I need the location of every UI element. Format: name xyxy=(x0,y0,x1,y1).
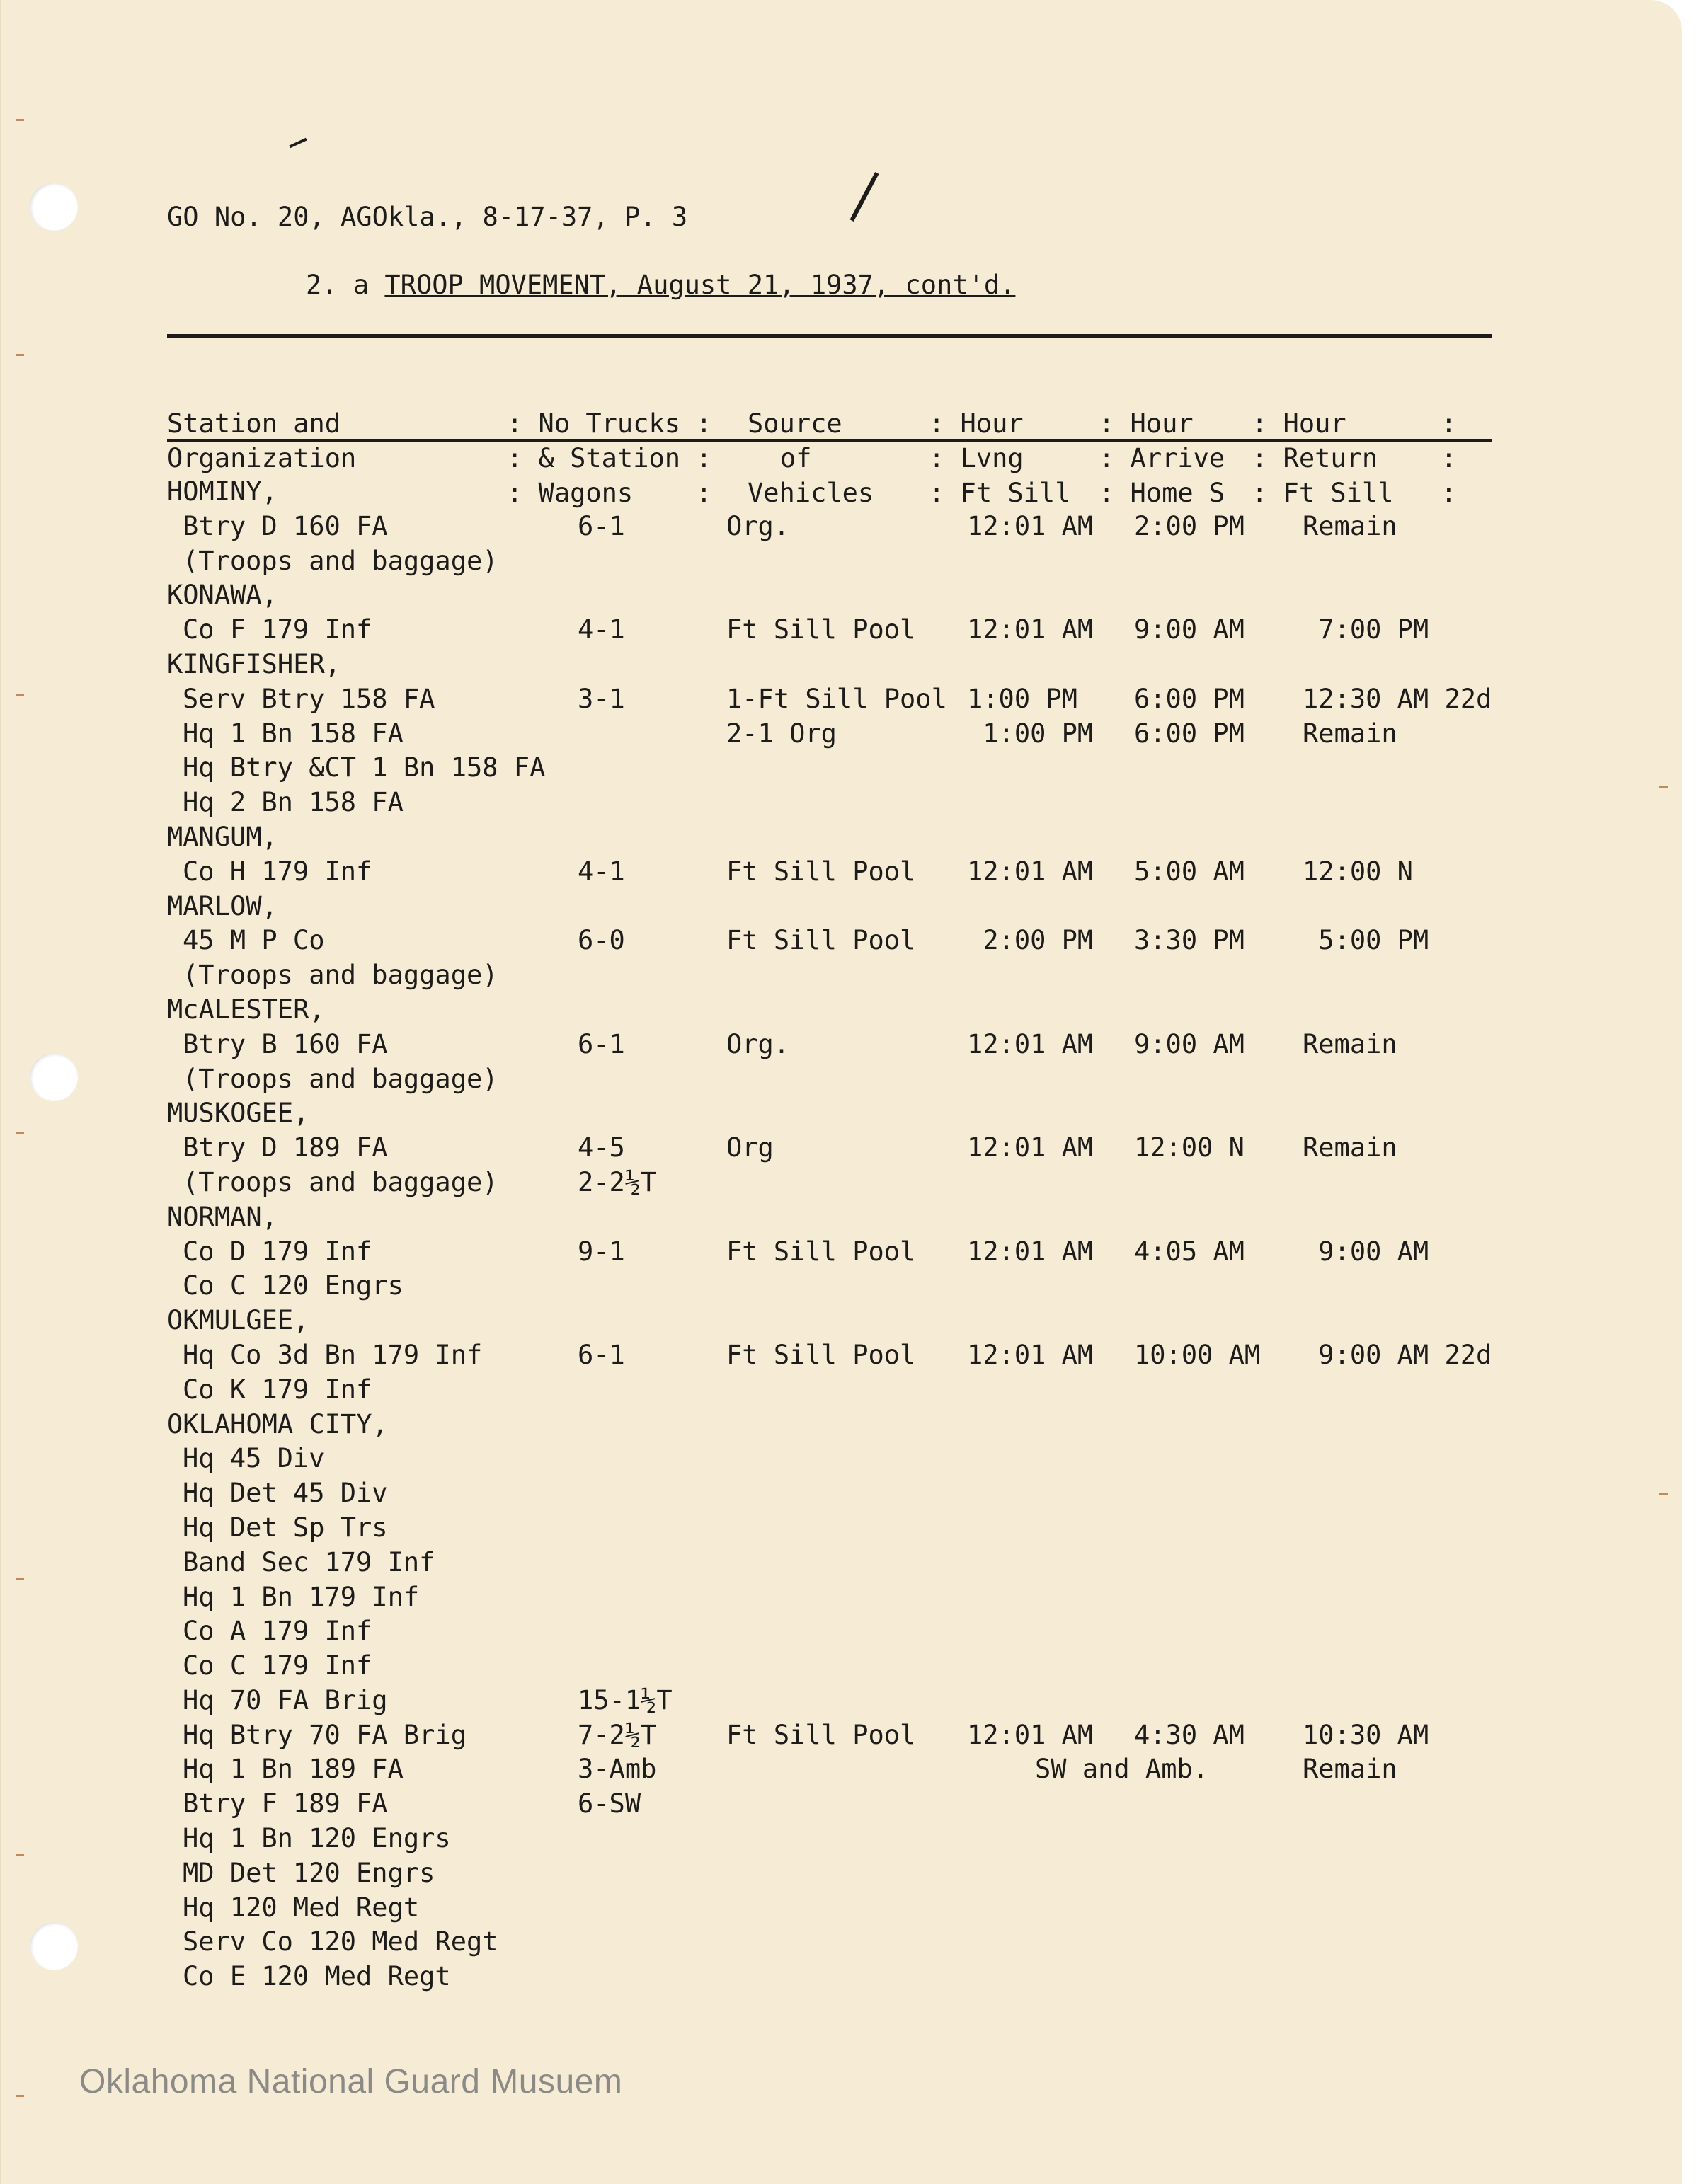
table-row xyxy=(167,1580,1498,1614)
cell-arrive: 4:30 AM xyxy=(1134,1719,1245,1750)
cell-org: Hq Btry 70 FA Brig xyxy=(183,1719,467,1750)
table-row xyxy=(167,1648,1498,1683)
cell-org: Band Sec 179 Inf xyxy=(183,1546,435,1577)
cell-return: 5:00 PM xyxy=(1303,925,1429,956)
cell-arrive: 10:00 AM xyxy=(1134,1339,1261,1370)
cell-trucks: 6-SW xyxy=(578,1788,641,1820)
table-row xyxy=(167,1510,1498,1545)
cell-leave: 1:00 PM xyxy=(967,683,1077,714)
cell-return: 12:30 AM 22d xyxy=(1303,683,1492,714)
table-row xyxy=(167,1476,1498,1510)
cell-org: MUSKOGEE, xyxy=(167,1098,309,1129)
binder-hole xyxy=(30,1922,78,1970)
cell-source: Ft Sill Pool xyxy=(726,925,916,956)
table-row xyxy=(167,1959,1498,1994)
table-row xyxy=(167,612,1498,647)
station-heading-row xyxy=(167,647,1498,682)
cell-org: MANGUM, xyxy=(167,821,278,852)
station-heading-row xyxy=(167,1200,1498,1234)
cell-return: Remain xyxy=(1303,718,1397,749)
table-row xyxy=(167,1165,1498,1200)
cell-org: (Troops and baggage) xyxy=(183,1063,498,1094)
col-header-arrive: : Hour : Arrive : Home S xyxy=(1099,408,1225,508)
cell-leave: 12:01 AM xyxy=(967,1028,1094,1059)
cell-arrive: 6:00 PM xyxy=(1134,683,1245,714)
table-row xyxy=(167,1062,1498,1096)
cell-source: Org xyxy=(726,1132,774,1163)
cell-org: Hq Det Sp Trs xyxy=(183,1512,388,1543)
cell-trucks: 6-1 xyxy=(578,510,625,541)
cell-org: OKMULGEE, xyxy=(167,1305,309,1336)
cell-arrive: 12:00 N xyxy=(1134,1132,1245,1163)
cell-org: Hq 2 Bn 158 FA xyxy=(183,787,404,818)
cell-leave: 12:01 AM xyxy=(967,1132,1094,1163)
station-heading-row xyxy=(167,1407,1498,1442)
movement-table xyxy=(167,474,1498,1994)
cell-arrive: 3:30 PM xyxy=(1134,925,1245,956)
table-row xyxy=(167,1718,1498,1752)
cell-leave: 12:01 AM xyxy=(967,1719,1094,1750)
cell-arrive: 2:00 PM xyxy=(1134,510,1245,541)
cell-trucks: 9-1 xyxy=(578,1236,625,1267)
col-header-source: Source of Vehicles xyxy=(748,408,874,508)
cell-org: Hq 120 Med Regt xyxy=(183,1892,420,1923)
cell-trucks: 3-Amb xyxy=(578,1754,657,1785)
table-row xyxy=(167,750,1498,785)
table-row xyxy=(167,1821,1498,1856)
watermark: Oklahoma National Guard Musuem xyxy=(79,2063,623,2100)
cell-org: Co E 120 Med Regt xyxy=(183,1961,451,1992)
cell-trucks: 4-5 xyxy=(578,1132,625,1163)
cell-org: McALESTER, xyxy=(167,994,325,1025)
col-header-trucks: : No Trucks : : & Station : : Wagons : xyxy=(507,408,712,508)
col-header-station: Station and Organization xyxy=(167,408,357,473)
col-header-return: : Hour : : Return : : Ft Sill : xyxy=(1252,408,1457,508)
ink-mark xyxy=(289,138,307,149)
station-heading-row xyxy=(167,889,1498,924)
cell-leave: 1:00 PM xyxy=(967,718,1094,749)
cell-org: (Troops and baggage) xyxy=(183,960,498,991)
cell-leave: 12:01 AM xyxy=(967,1236,1094,1267)
table-row xyxy=(167,1338,1498,1372)
cell-org: HOMINY, xyxy=(167,476,278,507)
cell-org: NORMAN, xyxy=(167,1201,278,1232)
table-row xyxy=(167,544,1498,578)
cell-org: Hq 1 Bn 179 Inf xyxy=(183,1581,420,1612)
cell-source: Ft Sill Pool xyxy=(726,1719,916,1750)
cell-return: Remain xyxy=(1303,1754,1397,1785)
cell-arrive: 9:00 AM xyxy=(1134,1028,1245,1059)
cell-org: Hq 1 Bn 120 Engrs xyxy=(183,1823,451,1854)
table-row xyxy=(167,1856,1498,1890)
table-row xyxy=(167,1614,1498,1648)
cell-org: Co K 179 Inf xyxy=(183,1374,372,1405)
station-heading-row xyxy=(167,820,1498,854)
station-heading-row xyxy=(167,1096,1498,1130)
table-row xyxy=(167,1372,1498,1407)
cell-org: Co C 179 Inf xyxy=(183,1650,372,1682)
table-row xyxy=(167,854,1498,889)
table-row xyxy=(167,1027,1498,1062)
cell-arrive: 5:00 AM xyxy=(1134,856,1245,887)
cell-org: Btry D 189 FA xyxy=(183,1132,388,1163)
cell-source: Ft Sill Pool xyxy=(726,856,916,887)
cell-org: Co F 179 Inf xyxy=(183,614,372,645)
cell-return: 12:00 N xyxy=(1303,856,1413,887)
cell-leave: 12:01 AM xyxy=(967,510,1094,541)
cell-trucks: 15-1½T xyxy=(578,1684,673,1715)
table-header-rule xyxy=(167,439,1492,442)
table-row xyxy=(167,1786,1498,1821)
cell-org: KONAWA, xyxy=(167,580,278,611)
cell-source: Ft Sill Pool xyxy=(726,614,916,645)
station-heading-row xyxy=(167,1303,1498,1338)
cell-return: 9:00 AM 22d xyxy=(1303,1339,1492,1370)
cell-org: 45 M P Co xyxy=(183,925,325,956)
station-heading-row xyxy=(167,577,1498,612)
station-heading-row xyxy=(167,474,1498,509)
table-row xyxy=(167,1924,1498,1959)
binder-hole xyxy=(30,183,78,231)
table-row xyxy=(167,716,1498,751)
table-row xyxy=(167,785,1498,820)
cell-org: Hq 1 Bn 189 FA xyxy=(183,1754,404,1785)
cell-trucks: 4-1 xyxy=(578,614,625,645)
cell-return: Remain xyxy=(1303,510,1397,541)
cell-source: Org. xyxy=(726,1028,790,1059)
cell-leave: 12:01 AM xyxy=(967,1339,1094,1370)
table-row xyxy=(167,509,1498,544)
cell-org: Co C 120 Engrs xyxy=(183,1270,404,1301)
cell-return: 9:00 AM xyxy=(1303,1236,1429,1267)
cell-org: Co A 179 Inf xyxy=(183,1616,372,1647)
cell-return: 10:30 AM xyxy=(1303,1719,1429,1750)
cell-trucks: 6-0 xyxy=(578,925,625,956)
cell-org: Serv Btry 158 FA xyxy=(183,683,435,714)
cell-trucks: 2-2½T xyxy=(578,1166,657,1197)
document-reference: GO No. 20, AGOkla., 8-17-37, P. 3 xyxy=(167,202,688,232)
cell-note: SW and Amb. xyxy=(1035,1754,1209,1785)
table-row xyxy=(167,1130,1498,1165)
cell-org: Btry B 160 FA xyxy=(183,1028,388,1059)
table-row xyxy=(167,958,1498,992)
cell-org: Co H 179 Inf xyxy=(183,856,372,887)
cell-org: (Troops and baggage) xyxy=(183,545,498,576)
cell-org: Co D 179 Inf xyxy=(183,1236,372,1267)
cell-trucks: 7-2½T xyxy=(578,1719,657,1750)
cell-org: Hq Btry &CT 1 Bn 158 FA xyxy=(183,752,546,783)
table-row xyxy=(167,1683,1498,1718)
cell-leave: 12:01 AM xyxy=(967,614,1094,645)
cell-trucks: 3-1 xyxy=(578,683,625,714)
cell-org: Hq Det 45 Div xyxy=(183,1478,388,1509)
cell-org: Btry F 189 FA xyxy=(183,1788,388,1820)
cell-org: MARLOW, xyxy=(167,890,278,921)
table-row xyxy=(167,1545,1498,1580)
cell-arrive: 6:00 PM xyxy=(1134,718,1245,749)
cell-leave: 12:01 AM xyxy=(967,856,1094,887)
cell-org: Hq 45 Div xyxy=(183,1443,325,1474)
cell-org: KINGFISHER, xyxy=(167,648,341,679)
cell-source: 1-Ft Sill Pool xyxy=(726,683,947,714)
table-row xyxy=(167,682,1498,716)
station-heading-row xyxy=(167,992,1498,1027)
cell-org: Hq 70 FA Brig xyxy=(183,1684,388,1715)
table-row xyxy=(167,1752,1498,1786)
cell-source: Ft Sill Pool xyxy=(726,1236,916,1267)
cell-arrive: 9:00 AM xyxy=(1134,614,1245,645)
cell-source: Ft Sill Pool xyxy=(726,1339,916,1370)
cell-trucks: 6-1 xyxy=(578,1028,625,1059)
cell-return: 7:00 PM xyxy=(1303,614,1429,645)
table-row xyxy=(167,1268,1498,1303)
check-mark xyxy=(850,172,879,222)
table-row xyxy=(167,1890,1498,1925)
cell-trucks: 6-1 xyxy=(578,1339,625,1370)
cell-source: 2-1 Org xyxy=(726,718,837,749)
binder-hole xyxy=(30,1053,78,1101)
cell-org: Hq Co 3d Bn 179 Inf xyxy=(183,1339,483,1370)
cell-org: MD Det 120 Engrs xyxy=(183,1857,435,1888)
cell-arrive: 4:05 AM xyxy=(1134,1236,1245,1267)
table-row xyxy=(167,1441,1498,1476)
cell-org: (Troops and baggage) xyxy=(183,1166,498,1197)
section-title: 2. a TROOP MOVEMENT, August 21, 1937, cont'd. xyxy=(306,270,1016,300)
cell-source: Org. xyxy=(726,510,790,541)
cell-org: Serv Co 120 Med Regt xyxy=(183,1926,498,1958)
cell-leave: 2:00 PM xyxy=(967,925,1094,956)
cell-return: Remain xyxy=(1303,1132,1397,1163)
cell-trucks: 4-1 xyxy=(578,856,625,887)
cell-org: Hq 1 Bn 158 FA xyxy=(183,718,404,749)
col-header-leave: : Hour : Lvng : Ft Sill xyxy=(929,408,1071,508)
cell-return: Remain xyxy=(1303,1028,1397,1059)
cell-org: Btry D 160 FA xyxy=(183,510,388,541)
table-row xyxy=(167,1234,1498,1269)
table-row xyxy=(167,923,1498,958)
cell-org: OKLAHOMA CITY, xyxy=(167,1408,388,1439)
